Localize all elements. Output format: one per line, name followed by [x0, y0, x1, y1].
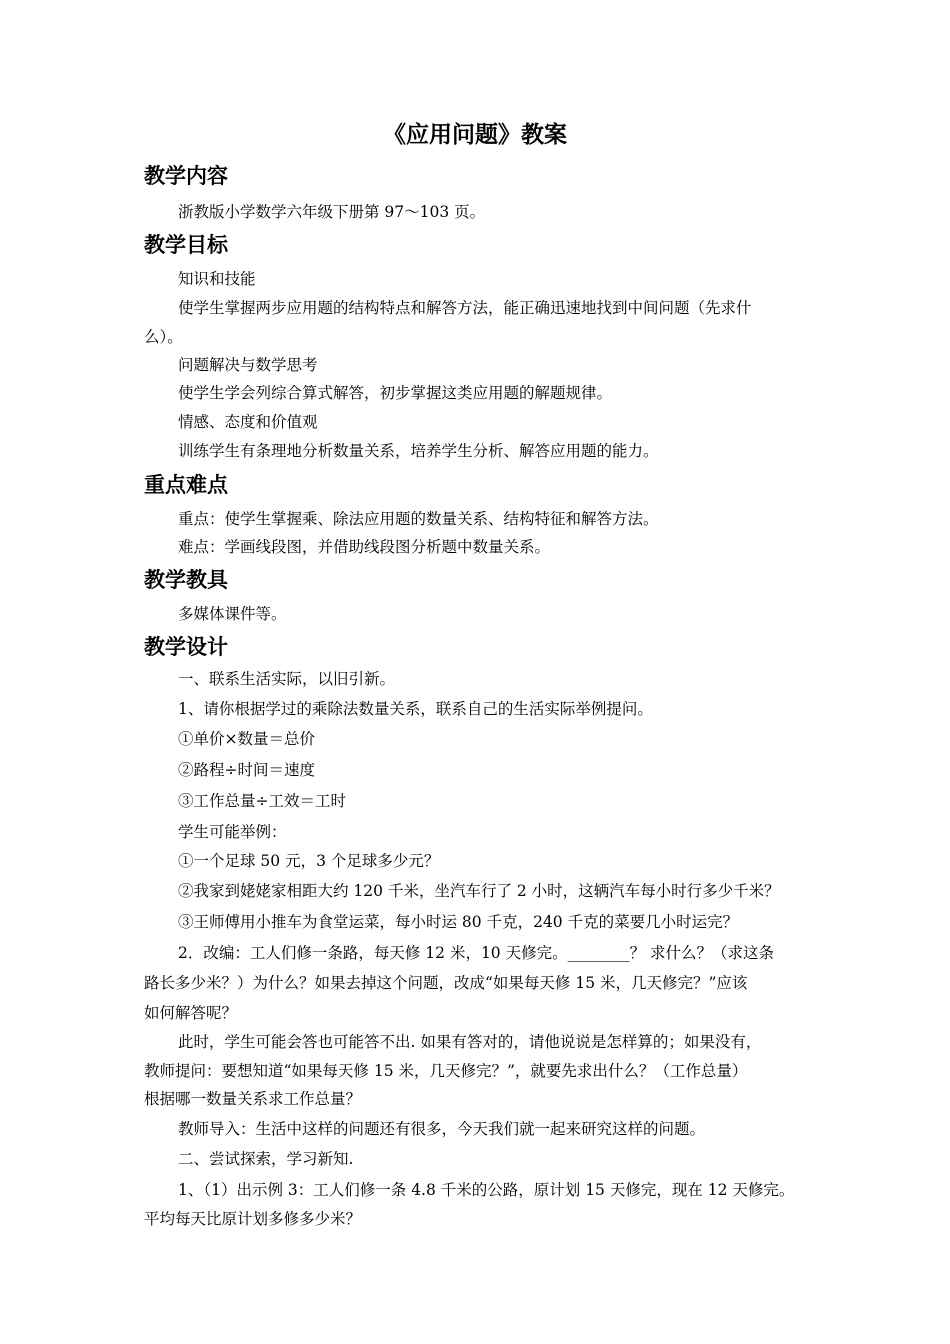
lead-in: 教师导入：生活中这样的问题还有很多，今天我们就一起来研究这样的问题。 [178, 1120, 706, 1138]
emotion-label: 情感、态度和价值观 [178, 413, 318, 431]
heading-teaching-tools: 教学教具 [144, 568, 228, 592]
knowledge-label: 知识和技能 [178, 270, 256, 288]
step1-title: 一、联系生活实际，以旧引新。 [178, 670, 396, 688]
problem-text: 使学生学会列综合算式解答，初步掌握这类应用题的解题规律。 [178, 384, 613, 402]
answer-line2: 教师提问：要想知道“如果每天修 15 米，几天修完？”，就要先求出什么？（工作总量） [144, 1062, 748, 1080]
adapt-line1: 2．改编：工人们修一条路，每天修 12 米，10 天修完。________？ 求什么？（求这条 [178, 944, 775, 962]
answer-line1: 此时，学生可能会答也可能答不出. 如果有答对的，请他说说是怎样算的；如果没有， [178, 1033, 762, 1051]
tools-text: 多媒体课件等。 [178, 605, 287, 623]
examples-label: 学生可能举例： [178, 823, 287, 841]
relation-3: ③工作总量÷工效＝工时 [178, 792, 346, 810]
relation-2: ②路程÷时间＝速度 [178, 761, 315, 779]
example3-line2: 平均每天比原计划多修多少米？ [144, 1210, 362, 1228]
heading-teaching-design: 教学设计 [144, 635, 228, 659]
page-title: 《应用问题》教案 [383, 122, 567, 148]
emotion-text: 训练学生有条理地分析数量关系，培养学生分析、解答应用题的能力。 [178, 442, 659, 460]
knowledge-text-line1: 使学生掌握两步应用题的结构特点和解答方法，能正确迅速地找到中间问题（先求什 [178, 299, 752, 317]
knowledge-text-line2: 么）。 [144, 328, 183, 346]
answer-line3: 根据哪一数量关系求工作总量？ [144, 1090, 362, 1108]
heading-key-points: 重点难点 [144, 473, 228, 497]
difficult-point: 难点：学画线段图，并借助线段图分析题中数量关系。 [178, 538, 551, 556]
content-text: 浙教版小学数学六年级下册第 97～103 页。 [178, 203, 486, 221]
heading-teaching-goals: 教学目标 [144, 233, 228, 257]
adapt-line2: 路长多少米？）为什么？如果去掉这个问题，改成“如果每天修 15 米，几天修完？”应该 [144, 974, 748, 992]
key-point: 重点：使学生掌握乘、除法应用题的数量关系、结构特征和解答方法。 [178, 510, 659, 528]
example-2: ②我家到姥姥家相距大约 120 千米，坐汽车行了 2 小时，这辆汽车每小时行多少千米？ [178, 882, 780, 900]
example3-line1: 1、（1）出示例 3：工人们修一条 4.8 千米的公路，原计划 15 天修完，现在 12 天修完。 [178, 1181, 795, 1199]
example-1: ①一个足球 50 元，3 个足球多少元？ [178, 852, 440, 870]
step2-title: 二、尝试探索，学习新知. [178, 1150, 354, 1168]
relation-1: ①单价×数量＝总价 [178, 730, 315, 748]
problem-label: 问题解决与数学思考 [178, 356, 318, 374]
heading-teaching-content: 教学内容 [144, 164, 228, 188]
adapt-line3: 如何解答呢？ [144, 1004, 238, 1022]
example-3: ③王师傅用小推车为食堂运菜，每小时运 80 千克，240 千克的菜要几小时运完？ [178, 913, 739, 931]
step1-question: 1、请你根据学过的乘除法数量关系，联系自己的生活实际举例提问。 [178, 700, 653, 718]
